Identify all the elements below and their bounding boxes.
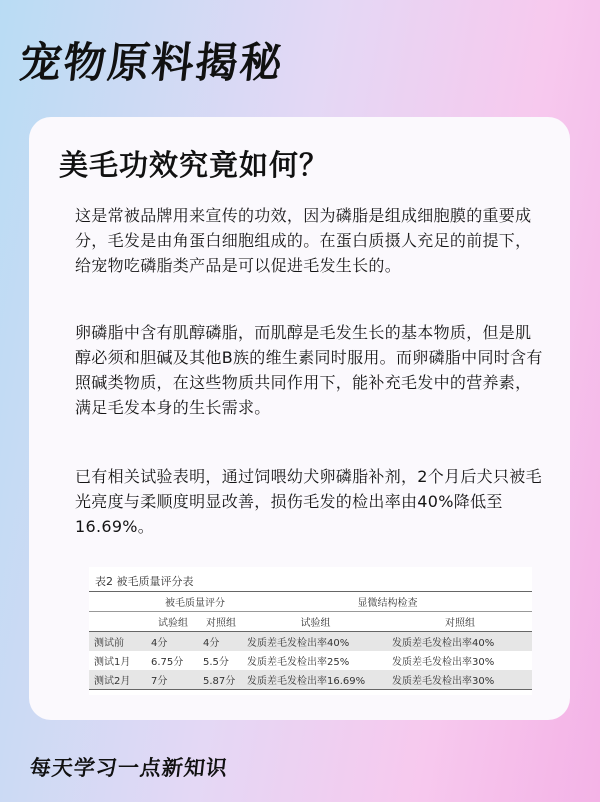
table-cell: 5.87分	[199, 670, 243, 690]
row-label: 测试1月	[94, 657, 131, 668]
paragraph-2: 卵磷脂中含有肌醇磷脂，而肌醇是毛发生长的基本物质，但是肌醇必须和胆碱及其他B族的维生素同时服用。而卵磷脂中同时含有照碱类物质，在这些物质共同作用下，能补充毛发中的营养素，满足毛发本身的生长需求。	[75, 323, 543, 417]
table-row	[89, 651, 532, 670]
table-cell: 发质差毛发检出率40%	[243, 632, 388, 652]
table-cell: 4分	[147, 632, 199, 652]
sub-header-cell: 试验组	[243, 612, 388, 632]
table-cell: 发质差毛发检出率30%	[392, 657, 495, 668]
table-corner-cell-2	[89, 612, 147, 632]
table-cell: 5.5分	[203, 657, 229, 668]
table-row	[89, 670, 532, 690]
sub-header-cell: 试验组	[147, 612, 199, 632]
score-table-figure	[89, 567, 532, 695]
paragraph-3: 已有相关试验表明，通过饲喂幼犬卵磷脂补剂，2个月后犬只被毛光亮度与柔顺度明显改善，损伤毛发的检出率由40%降低至16.69%。	[75, 467, 542, 536]
row-label: 测试前	[89, 632, 147, 652]
group-header-score: 被毛质量评分	[147, 592, 243, 612]
table-row	[89, 632, 532, 652]
group-header-microscopy: 显微结构检查	[243, 592, 532, 612]
page-title: 宠物原料揭秘	[17, 38, 287, 87]
table-cell: 4分	[199, 632, 243, 652]
content-card	[29, 117, 570, 720]
table-sub-header-row	[89, 612, 532, 632]
table-caption: 表2 被毛质量评分表	[95, 575, 194, 588]
table-cell: 7分	[147, 670, 199, 690]
footer-slogan: 每天学习一点新知识	[28, 756, 230, 780]
table-group-header-row	[89, 592, 532, 612]
table-cell: 发质差毛发检出率30%	[388, 670, 532, 690]
table-cell: 发质差毛发检出率16.69%	[243, 670, 388, 690]
card-heading: 美毛功效究竟如何？	[59, 148, 330, 182]
sub-header-cell: 对照组	[199, 612, 243, 632]
score-table	[89, 591, 532, 690]
paragraph-1: 这是常被品牌用来宣传的功效，因为磷脂是组成细胞膜的重要成分，毛发是由角蛋白细胞组成的。在蛋白质摄人充足的前提下，给宠物吃磷脂类产品是可以促进毛发生长的。	[75, 206, 532, 275]
row-label: 测试2月	[89, 670, 147, 690]
table-cell: 发质差毛发检出率25%	[247, 657, 350, 668]
sub-header-cell: 对照组	[388, 612, 532, 632]
table-corner-cell	[89, 592, 147, 612]
table-cell: 发质差毛发检出率40%	[388, 632, 532, 652]
table-cell: 6.75分	[151, 657, 184, 668]
